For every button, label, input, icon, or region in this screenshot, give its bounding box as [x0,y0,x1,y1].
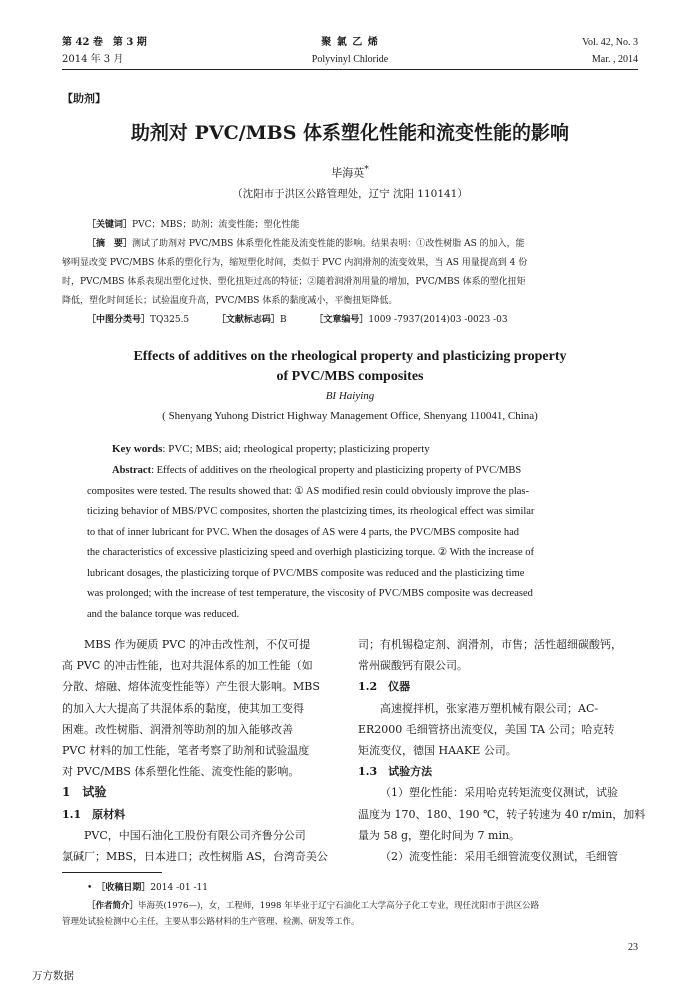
author-bio-line: 管理处试验检测中心主任，主要从事公路材料的生产管理、检测、研发等工作。 [62,917,360,927]
keywords-cn [87,216,647,235]
body-paragraph-line: 矩流变仪，德国 HAAKE 公司。 [358,744,517,758]
title-en-line: Effects of additives on the rheological property and plasticizing property [133,349,567,364]
abstract-cn-line: 够明显改变 PVC/MBS 体系的塑化行为，缩短塑化时间，类似于 PVC 内润滑剂的流变效果，当 AS 用量提高到 4 份 [62,258,528,268]
header-volume-en: Vol. 42, No. 3 [582,37,638,48]
watermark: 万方数据 [32,970,74,982]
doc-code-value: B [279,315,287,325]
body-paragraph-line: 的加入大大提高了共混体系的黏度，使其加工变得 [62,701,304,715]
keywords-cn-text: PVC；MBS；助剂；流变性能；塑化性能 [132,220,300,230]
abstract-en-line: was prolonged; with the increase of test temperature, the viscosity of PVC/MBS composite was decreased [87,588,533,599]
clc-label: ［中图分类号］ [87,315,151,325]
footnote-bullet-icon: • [87,883,93,893]
author-bio-label: ［作者简介］ [87,901,139,911]
header-journal-cn: 聚 氯 乙 烯 [321,37,379,48]
keywords-en: Key words: PVC; MBS; aid; rheological property; plasticizing property [112,443,430,455]
footnote-author-bio [62,898,642,930]
header-volume-cn: 第 42 卷 第 3 期 [62,37,147,48]
section-heading-1-2: 1.2 仪器 [358,680,411,694]
article-number-value: 1009 -7937(2014)03 -0023 -03 [368,315,508,325]
author-footnote-mark: * [364,164,369,175]
title-en-line: of PVC/MBS composites [276,369,424,384]
doc-code-label: ［文献标志码］ [216,315,280,325]
abstract-cn-label: ［摘 要］ [87,239,133,249]
keywords-en-text: PVC; MBS; aid; rheological property; plasticizing property [168,443,430,455]
body-paragraph-line: MBS 作为硬质 PVC 的冲击改性剂，不仅可提 [84,638,311,651]
affiliation-en: ( Shenyang Yuhong District Highway Management Office, Shenyang 110041, China) [162,410,538,422]
body-paragraph-line: 温度为 170、180、190 ℃，转子转速为 40 r/min，加料 [358,807,646,821]
keywords-cn-label: ［关键词］ [87,220,133,230]
keywords-en-label: Key words [112,443,163,455]
author-cn [0,164,700,181]
section-heading-1-3: 1.3 试验方法 [358,765,433,779]
body-paragraph-line: 司；有机锡稳定剂、润滑剂，市售；活性超细碳酸钙， [358,638,622,651]
abstract-en-line: lubricant dosages, the plasticizing torque of PVC/MBS composite was reduced and the plasticizing time [87,567,525,579]
abstract-cn [62,235,642,311]
received-label: ［收稿日期］ [96,883,151,893]
footnote-rule [62,872,162,873]
body-paragraph-line: 困难。改性树脂、润滑剂等助剂的加入能够改善 [62,722,293,736]
abstract-en-line: the characteristics of excessive plasticizing speed and overhigh plasticizing torque. ② With the increase of [87,547,535,558]
body-paragraph-line: 常州碳酸钙有限公司。 [358,659,468,673]
abstract-cn-line: 降低，塑化时间延长；试验温度升高，PVC/MBS 体系的黏度减小，平衡扭矩降低。 [62,296,398,306]
footnote-received [87,880,208,896]
author-name-cn: 毕海英 [331,166,365,180]
body-paragraph-line: PVC 材料的加工性能，笔者考察了助剂和试验温度 [62,744,310,758]
article-number-label: ［文章编号］ [314,315,369,325]
header-date-cn: 2014 年 3 月 [62,54,124,65]
body-paragraph-line: 量为 58 g，塑化时间为 7 min。 [358,828,521,842]
header-date-en: Mar. , 2014 [591,54,638,65]
received-date: 2014 -01 -11 [150,883,208,893]
body-paragraph-line: PVC，中国石油化工股份有限公司齐鲁分公司 [84,828,306,842]
body-paragraph-line: 分散、熔融、熔体流变性能等）产生很大影响。MBS [62,680,320,694]
classification-line [87,311,508,330]
abstract-en: Abstract: Effects of additives on the rheological property and plasticizing property of PVC/MBS composites were tested. The results showed that: ① AS modified resin could obviously improve the plas- ticizing behavior of MBS/PVC composites, shorten the plastcizing times, its rheological effect was similar to that of inner lubricant for PVC. When the dosages of AS were 4 parts, the PVC/MBS composite had the characteristics of excessive plasticizing speed and overhigh plasticizing torque. ② With the increase of lubricant dosages, the plasticizing torque of PVC/MBS composite was reduced and the plasticizing time was prolonged; with the increase of test temperature, the viscosity of PVC/MBS composite was decreased and the balance torque was reduced. [87,461,647,625]
title-cn: 助剂对 PVC/MBS 体系塑化性能和流变性能的影响 [130,122,570,144]
author-bio-line: 毕海英(1976—)，女，工程师，1998 年毕业于辽宁石油化工大学高分子化工专业，现任沈阳市于洪区公路 [138,901,540,911]
title-en [0,347,700,387]
body-right-column [358,634,646,867]
body-left-column [62,634,344,867]
abstract-cn-line: 时，PVC/MBS 体系表现出塑化过快、塑化扭矩过高的特征；②随着润滑剂用量的增加，PVC/MBS 体系的塑化扭矩 [62,277,526,287]
body-paragraph-line: 高速搅拌机，张家港万塑机械有限公司；AC- [380,701,599,715]
abstract-en-line: ticizing behavior of MBS/PVC composites, shorten the plastcizing times, its rheological effect was similar [87,506,535,517]
body-paragraph-line: 对 PVC/MBS 体系塑化性能、流变性能的影响。 [62,765,300,779]
body-paragraph-line: 高 PVC 的冲击性能，也对共混体系的加工性能（如 [62,659,313,673]
abstract-en-line: Effects of additives on the rheological property and plasticizing property of PVC/MBS [156,465,522,476]
column-tag: 【助剂】 [62,92,106,105]
page-number: 23 [628,942,638,953]
header-rule [62,69,638,70]
body-paragraph-line: （1）塑化性能：采用哈克转矩流变仪测试，试验 [380,786,618,800]
abstract-en-line: and the balance torque was reduced. [87,608,240,620]
author-en: BI Haiying [325,390,375,402]
abstract-en-line: composites were tested. The results showed that: ① AS modified resin could obviously improve the plas- [87,485,529,497]
abstract-cn-line: 测试了助剂对 PVC/MBS 体系塑化性能及流变性能的影响。结果表明：①改性树脂 AS 的加入，能 [132,239,525,249]
affiliation-cn: （沈阳市于洪区公路管理处，辽宁 沈阳 110141） [232,188,468,200]
section-heading-1: 1 试验 [62,785,107,800]
abstract-en-label: Abstract [112,465,152,476]
abstract-en-line: to that of inner lubricant for PVC. When the dosages of AS were 4 parts, the PVC/MBS composite had [87,526,519,538]
section-heading-1-1: 1.1 原材料 [62,807,126,821]
body-paragraph-line: 氯碱厂；MBS，日本进口；改性树脂 AS，台湾奇美公 [62,850,328,864]
body-paragraph-line: （2）流变性能：采用毛细管流变仪测试，毛细管 [380,850,618,864]
clc-value: TQ325.5 [150,315,190,325]
header-journal-en: Polyvinyl Chloride [311,54,389,65]
body-paragraph-line: ER2000 毛细管挤出流变仪，美国 TA 公司；哈克转 [358,722,615,736]
